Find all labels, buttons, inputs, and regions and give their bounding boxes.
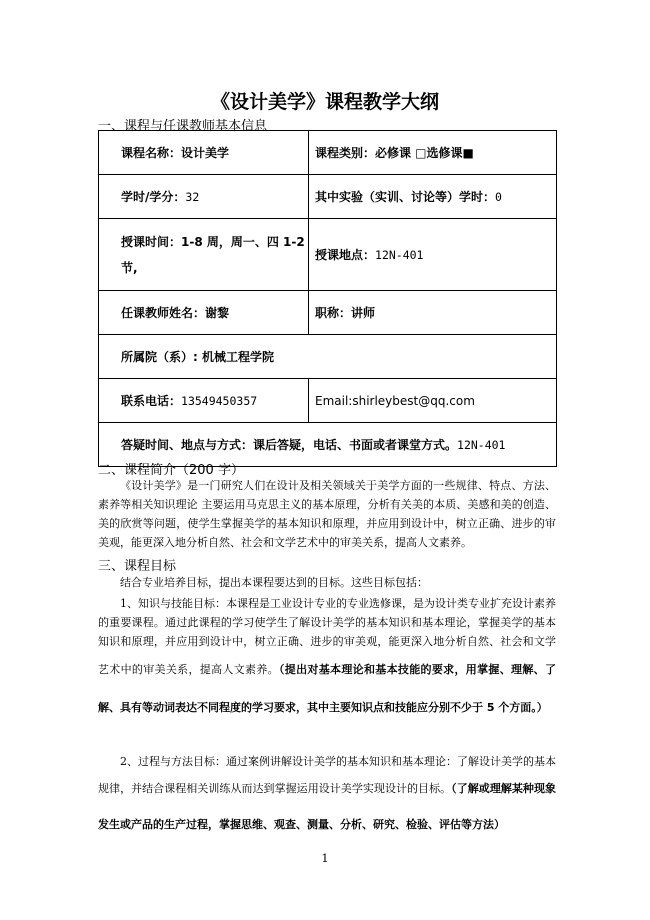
location-cell xyxy=(309,219,557,291)
table-row xyxy=(99,379,557,423)
phone-value: 13549450357 xyxy=(181,394,258,408)
phone-label: 联系电话： xyxy=(121,394,182,408)
location-value: 12N-401 xyxy=(375,248,424,262)
lab-hours-label: 其中实验（实训、讨论等）学时： xyxy=(315,190,496,204)
course-type-cell: 课程类别：必修课 □选修课■ xyxy=(309,131,557,175)
section-heading-goals: 三、课程目标 xyxy=(98,559,177,574)
section-heading-basic-info: 一、课程与任课教师基本信息 xyxy=(98,119,268,134)
goal1-note: （提出对基本理论和基本技能的要求，用掌握、理解、了解、具有等动词表达不同程度的学习要求，其中主要知识点和技能应分别不少于 5 个方面。） xyxy=(98,663,556,714)
teacher-name-cell: 任课教师姓名：谢黎 xyxy=(99,291,309,335)
goal1-text: 1、知识与技能目标：本课程是工业设计专业的专业选修课，是为设计类专业扩充设计素养的重要课程。通过此课程的学习使学生了解设计美学的基本知识和基本理论，掌握美学的基本知识和原理，并应用到设计中，树立正确、进步的审美观，能更深入地分析自然、社会和文学艺术中的审美关系，提高人文素养。 xyxy=(98,597,556,676)
section-heading-intro: 二、课程简介（200 字） xyxy=(98,463,244,478)
teaching-time-value: 1-8 周，周一、四 1-2 节, xyxy=(121,234,305,275)
phone-cell xyxy=(99,379,309,423)
table-row xyxy=(99,131,557,175)
goal1-paragraph xyxy=(98,594,556,727)
goal2-paragraph xyxy=(98,752,556,843)
goals-intro-paragraph: 结合专业培养目标，提出本课程要达到的目标。这些目标包括： xyxy=(120,576,428,589)
course-name-cell: 课程名称：设计美学 xyxy=(99,131,309,175)
lab-hours-value: 0 xyxy=(495,190,502,204)
teaching-time-label: 授课时间： xyxy=(121,234,182,249)
table-row xyxy=(99,175,557,219)
hours-credits-cell xyxy=(99,175,309,219)
goal2-text: 2、过程与方法目标：通过案例讲解设计美学的基本知识和基本理论：了解设计美学的基本规律，并结合课程相关训练从而达到掌握运用设计美学实现设计的目标。 xyxy=(98,755,556,795)
table-row xyxy=(99,219,557,291)
teaching-time-cell xyxy=(99,219,309,291)
course-intro-paragraph: 《设计美学》是一门研究人们在设计及相关领域关于美学方面的一些规律、特点、方法、素养等相关知识理论 主要运用马克思主义的基本原理，分析有关美的本质、美感和美的创造、美的欣赏等问题，使学生掌握美学的基本知识和原理，并应用到设计中，树立正确、进步的审美观，能更深入地分析自然、社会和文学艺术中的审美关系，提高人文素养。 xyxy=(98,479,556,549)
lab-hours-cell xyxy=(309,175,557,219)
qa-location: 12N-401 xyxy=(457,438,506,452)
goal2-note: （了解或理解某种现象发生或产品的生产过程，掌握思维、观查、测量、分析、研究、检验、评估等方法） xyxy=(98,782,557,831)
teacher-title-cell: 职称：讲师 xyxy=(309,291,557,335)
hours-credits-value: 32 xyxy=(185,190,200,204)
hours-credits-label: 学时/学分： xyxy=(121,190,186,204)
page-number: 1 xyxy=(321,852,329,865)
table-row xyxy=(99,291,557,335)
department-cell: 所属院（系）: 机械工程学院 xyxy=(99,335,557,379)
email-cell: Email:shirleybest@qq.com xyxy=(309,379,557,423)
location-label: 授课地点： xyxy=(315,248,376,262)
course-info-table xyxy=(98,130,557,467)
page-title: 《设计美学》课程教学大纲 xyxy=(210,91,439,113)
qa-text: 答疑时间、地点与方式：课后答疑，电话、书面或者课堂方式。 xyxy=(121,438,458,452)
table-row xyxy=(99,335,557,379)
